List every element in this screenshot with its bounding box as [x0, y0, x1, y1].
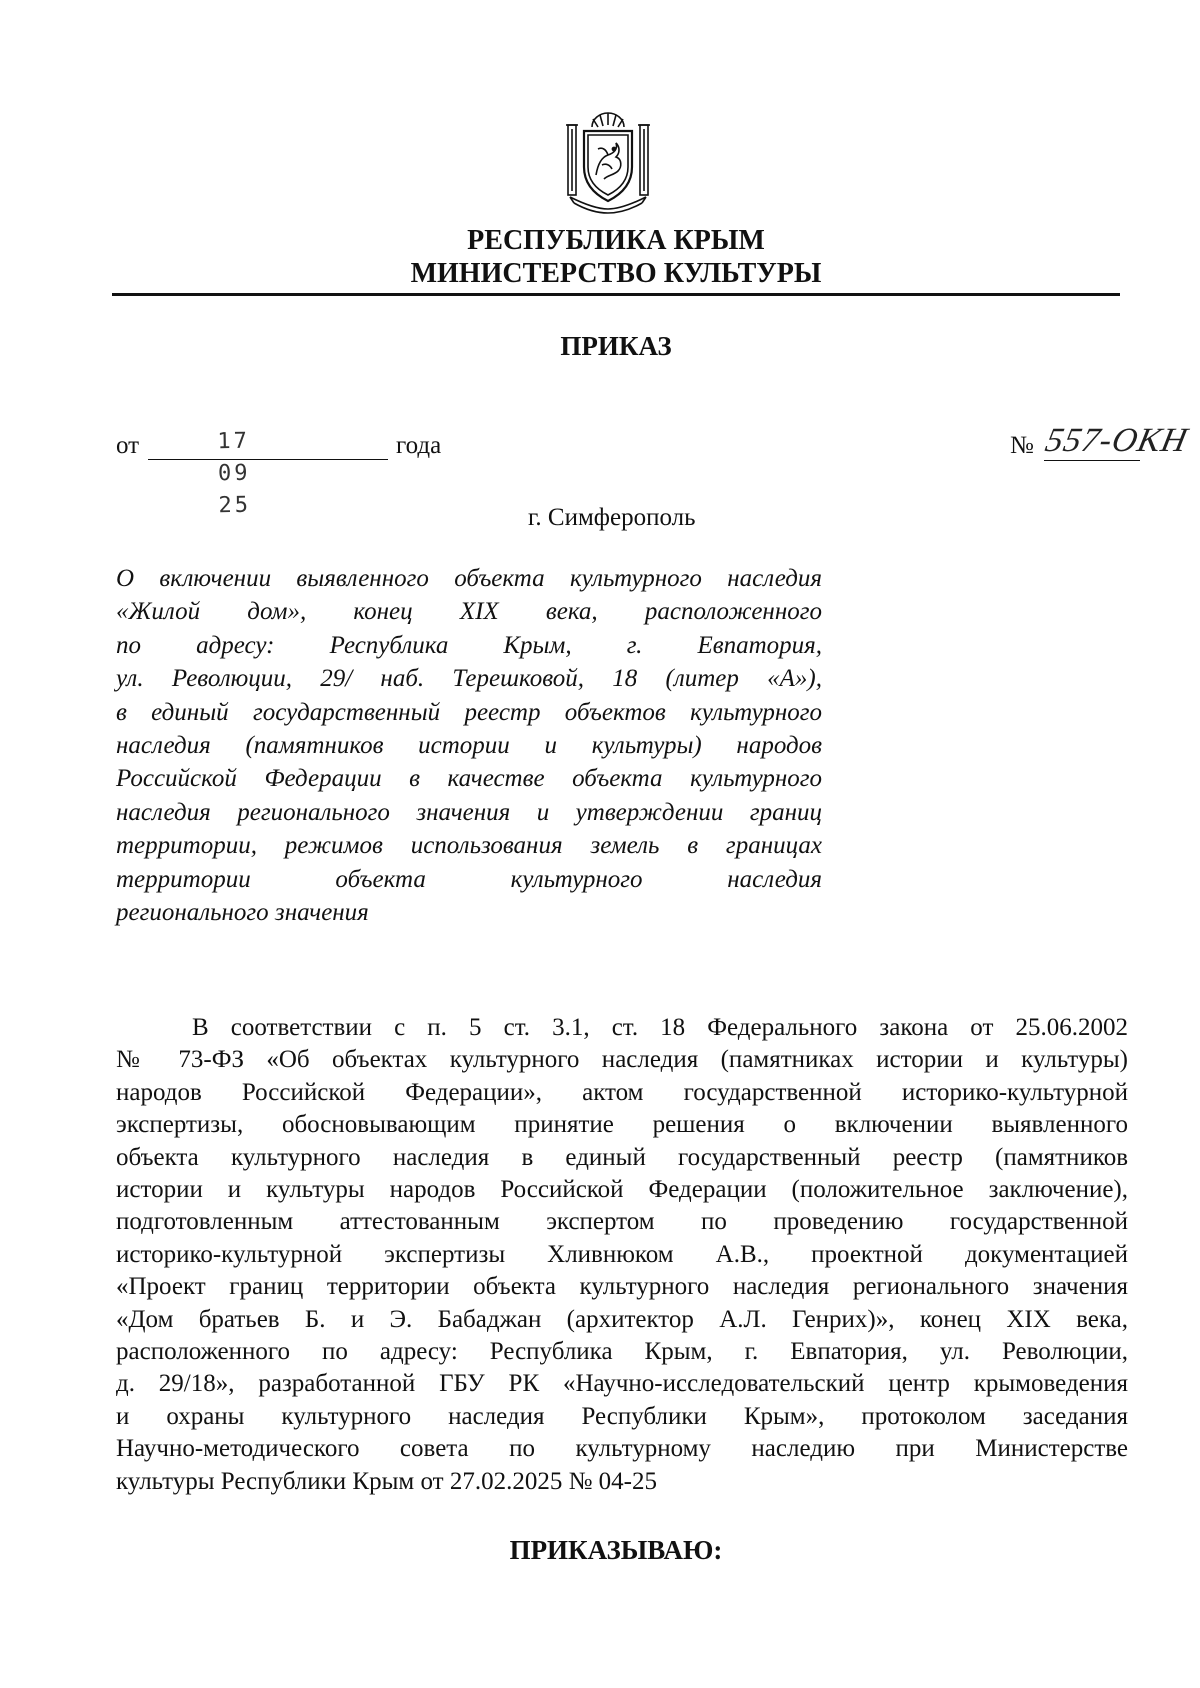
document-type-title: ПРИКАЗ — [560, 331, 672, 361]
preamble-line: культуры Республики Крым от 27.02.2025 № 04-25 — [116, 1467, 657, 1495]
preamble-line: объекта культурного наследия в единый государственный реестр (памятников — [116, 1143, 1128, 1171]
crimea-coat-of-arms-icon — [562, 105, 654, 217]
subject-line: территории, режимов использования земель в границах — [116, 832, 822, 860]
preamble-line: экспертизы, обосновывающим принятие решения о включении выявленного — [116, 1111, 1128, 1139]
subject-line: в единый государственный реестр объектов культурного — [116, 698, 822, 726]
preamble-line: подготовленным аттестованным экспертом по проведению государственной — [116, 1208, 1128, 1236]
preamble-line: Научно-методического совета по культурному наследию при Министерстве — [116, 1435, 1128, 1463]
order-heading: ПРИКАЗЫВАЮ: — [509, 1535, 723, 1565]
date-suffix: года — [396, 432, 442, 459]
preamble-line: истории и культуры народов Российской Федерации (положительное заключение), — [116, 1176, 1128, 1204]
preamble-line: «Дом братьев Б. и Э. Бабаджан (архитектор А.Л. Генрих)», конец XIX века, — [116, 1305, 1128, 1333]
subject-line: «Жилой дом», конец XIX века, расположенного — [116, 598, 822, 626]
subject-line: Российской Федерации в качестве объекта культурного — [116, 765, 822, 793]
subject-line: наследия регионального значения и утверждении границ — [116, 798, 822, 826]
subject-line: О включении выявленного объекта культурного наследия — [116, 565, 822, 592]
number-sign: № — [1010, 432, 1034, 459]
number-underline — [1044, 460, 1140, 461]
subject-line: регионального значения — [116, 899, 369, 927]
preamble-line: № 73-ФЗ «Об объектах культурного наследия (памятниках истории и культуры) — [116, 1046, 1128, 1074]
preamble-line: историко-культурной экспертизы Хливнюком А.В., проектной документацией — [116, 1240, 1128, 1268]
date-underline — [148, 459, 388, 460]
preamble-line: расположенного по адресу: Республика Крым, г. Евпатория, ул. Революции, — [116, 1338, 1128, 1366]
handwritten-document-number: 557-ОКН — [1042, 422, 1192, 459]
preamble-line: народов Российской Федерации», актом государственной историко-культурной — [116, 1078, 1128, 1106]
date-prefix: от — [116, 432, 140, 459]
preamble-line: и охраны культурного наследия Республики Крым», протоколом заседания — [116, 1402, 1128, 1430]
subject-line: территории объекта культурного наследия — [116, 865, 822, 893]
header-divider — [112, 293, 1120, 296]
organization-name-line-2: МИНИСТЕРСТВО КУЛЬТУРЫ — [410, 258, 822, 289]
subject-line: по адресу: Республика Крым, г. Евпатория, — [116, 631, 822, 659]
preamble-line: д. 29/18», разработанной ГБУ РК «Научно-исследовательский центр крымоведения — [116, 1370, 1128, 1398]
preamble-line: В соответствии с п. 5 ст. 3.1, ст. 18 Федерального закона от 25.06.2002 — [192, 1014, 1128, 1041]
subject-line: наследия (памятников истории и культуры) народов — [116, 732, 822, 760]
document-number-field — [1010, 422, 1192, 464]
order-subject — [116, 562, 822, 929]
organization-name-line-1: РЕСПУБЛИКА КРЫМ — [467, 225, 765, 256]
order-preamble — [116, 1012, 1128, 1498]
date-stamp-value: 17 09 25 — [217, 428, 252, 519]
subject-line: ул. Революции, 29/ наб. Терешковой, 18 (литер «А»), — [116, 665, 822, 693]
preamble-line: «Проект границ территории объекта культурного наследия регионального значения — [116, 1273, 1128, 1301]
city-of-issue: г. Симферополь — [528, 504, 696, 531]
